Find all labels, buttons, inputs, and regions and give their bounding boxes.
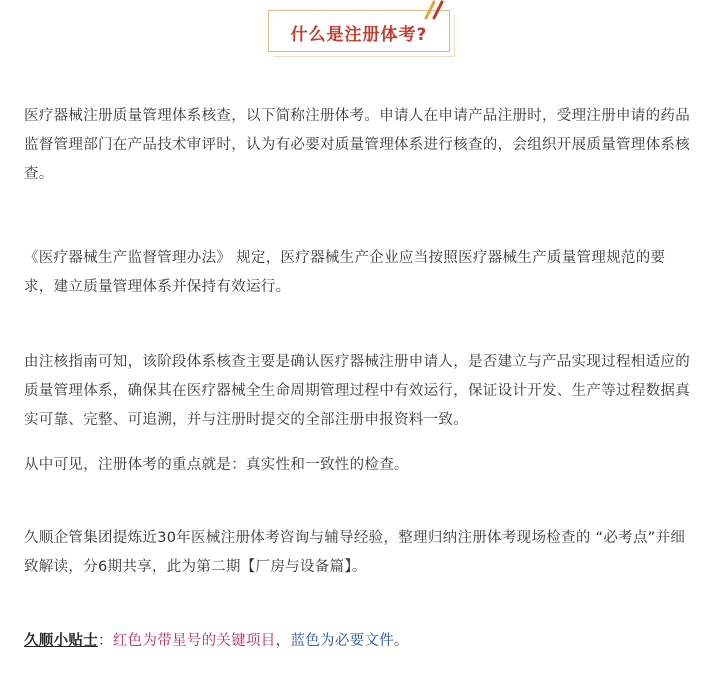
tip-line	[24, 627, 694, 656]
paragraph-focus: 从中可见，注册体考的重点就是：真实性和一致性的检查。	[24, 457, 409, 473]
paragraph-definition: 医疗器械注册质量管理体系核查，以下简称注册体考。申请人在申请产品注册时，受理注册申请的药品监督管理部门在产品技术审评时，认为有必要对质量管理体系进行核查的，会组织开展质量管理体系核查。	[24, 108, 690, 182]
paragraph-regulation: 《医疗器械生产监督管理办法》 规定，医疗器械生产企业应当按照医疗器械生产质量管理规范的要求，建立质量管理体系并保持有效运行。	[24, 250, 666, 295]
tip-middle: ，	[275, 633, 291, 649]
tip-red-text: 红色为带星号的关键项目	[112, 633, 276, 649]
paragraph-guideline: 由注核指南可知，该阶段体系核查主要是确认医疗器械注册申请人，是否建立与产品实现过程相适应的质量管理体系，确保其在医疗器械全生命周期管理过程中有效运行，保证设计开发、生产等过程数据真实可靠、完整、可追溯，并与注册时提交的全部注册申报资料一致。	[24, 354, 690, 428]
page-title: 什么是注册体考?	[290, 25, 428, 45]
tip-blue-text: 蓝色为必要文件	[290, 633, 395, 649]
paragraph-intro: 久顺企管集团提炼近30年医械注册体考咨询与辅导经验，整理归纳注册体考现场检查的 “必考点”并细致解读，分6期共享，此为第二期【厂房与设备篇】。	[24, 530, 686, 575]
tip-label: 久顺小贴士	[24, 633, 98, 649]
slash-decoration-icon	[420, 0, 450, 20]
tip-separator: ：	[98, 633, 113, 649]
tip-end: 。	[394, 633, 409, 649]
